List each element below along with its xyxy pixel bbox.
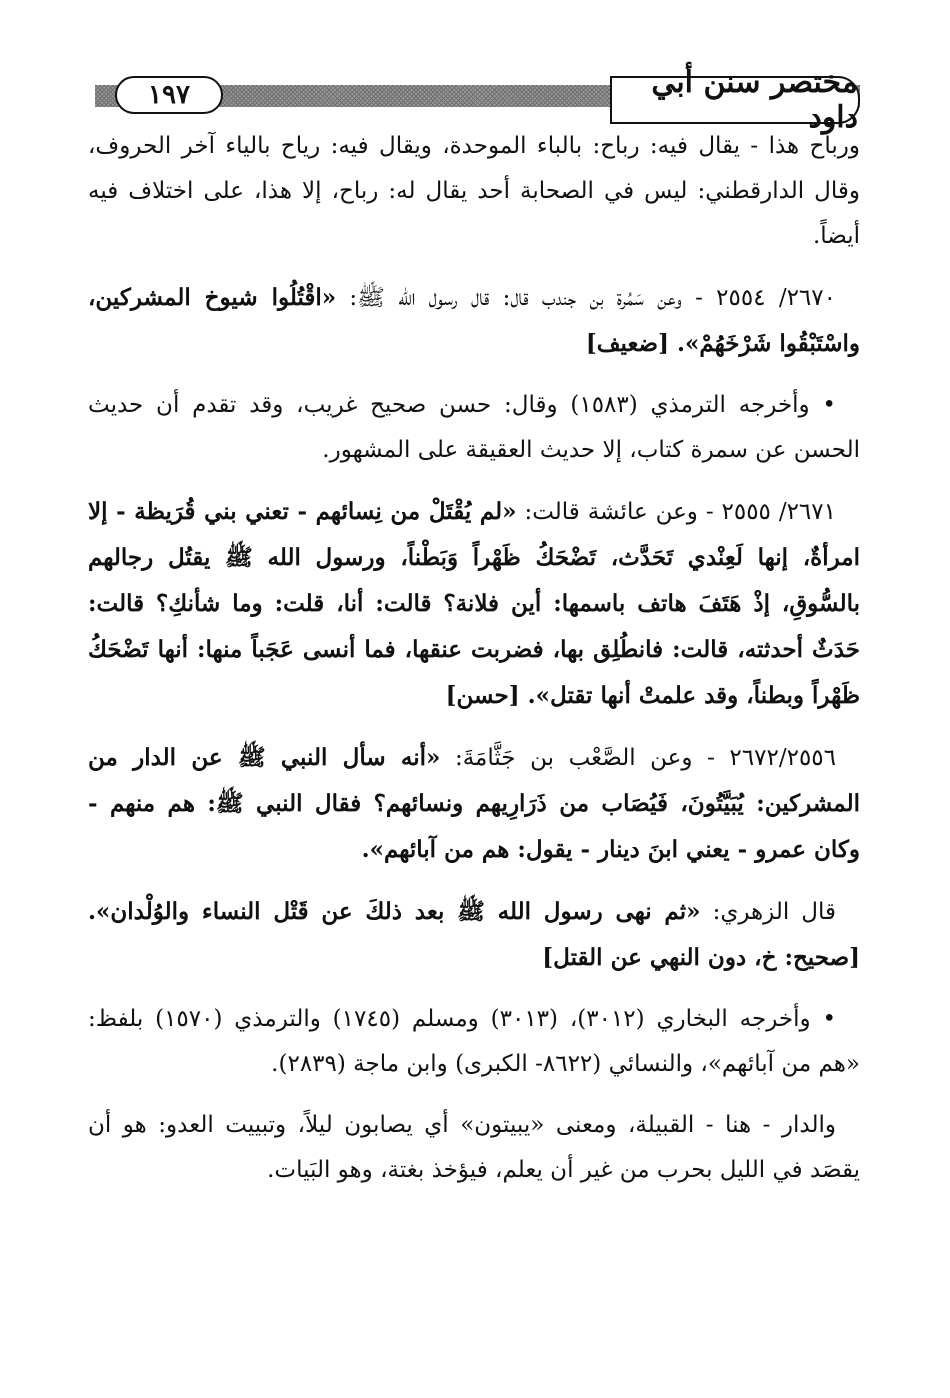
body-text: ٢٦٧٢/٢٥٥٦ - وعن الصَّعْب بن جَثَّامَةَ: <box>440 745 836 771</box>
body-text: قال الزهري: <box>700 899 837 925</box>
hadith-text: «لم يُقْتَلْ من نِسائهم - تعني بني قُرَيظة - إلا امرأةٌ، إنها لَعِنْدي تَحَدَّث، تَضْحَكُ ظَهْراً وَبَطْناً، ورسول الله ﷺ يقتُل رجالهم بالسُّوقِ، إذْ هَتَفَ هاتف باسمها: أين فلانة؟ قالت: أنا، قلت: وما شأنكِ؟ قالت: حَدَثٌ أحدثته، قالت: فانطُلِق بها، فضربت عنقها، فما أنسى عَجَباً منها: أنها تَضْحَكُ ظَهْراً وبطناً، وقد علمتْ أنها تقتل». [حسن] <box>88 498 860 709</box>
paragraph <box>88 383 860 473</box>
paragraph <box>88 889 860 981</box>
page-body <box>88 124 860 1209</box>
hadith-text: «أنه سأل النبي ﷺ عن الدار من المشركين: يُبَيَّتُونَ، فَيُصَاب من ذَرَارِيهم ونسائهم؟ فقال النبي ﷺ: هم منهم - وكان عمرو - يعني ابنَ دينار - يقول: هم من آبائهم». <box>88 744 860 863</box>
page-number: ١٩٧ <box>115 76 223 114</box>
paragraph <box>88 997 860 1087</box>
body-text: ٢٦٧٠/ ٢٥٥٤ - وعن سَمُرة بن جندب قال: قال رسول الله ﷺ: <box>336 285 836 311</box>
body-text: ورباح هذا - يقال فيه: رباح: بالباء الموحدة، ويقال فيه: رياح بالياء آخر الحروف، وقال الدارقطني: ليس في الصحابة أحد يقال له: رباح، إلا هذا، على اختلاف فيه أيضاً. <box>88 133 860 249</box>
body-text: • وأخرجه الترمذي (١٥٨٣) وقال: حسن صحيح غريب، وقد تقدم أن حديث الحسن عن سمرة كتاب، إلا حديث العقيقة على المشهور. <box>88 392 860 463</box>
paragraph <box>88 735 860 873</box>
paragraph <box>88 124 860 259</box>
paragraph <box>88 489 860 719</box>
body-text: ٢٦٧١/ ٢٥٥٥ - وعن عائشة قالت: <box>516 499 836 525</box>
paragraph <box>88 1103 860 1193</box>
body-text: • وأخرجه البخاري (٣٠١٢)، (٣٠١٣) ومسلم (١٧٤٥) والترمذي (١٥٧٠) بلفظ: «هم من آبائهم»، والنسائي (٨٦٢٢- الكبرى) وابن ماجة (٢٨٣٩). <box>88 1006 860 1077</box>
paragraph <box>88 275 860 367</box>
page-header <box>95 65 860 135</box>
body-text: والدار - هنا - القبيلة، ومعنى «يبيتون» أي يصابون ليلاً، وتبييت العدو: هو أن يقصَد في الليل بحرب من غير أن يعلم، فيؤخذ بغتة، وهو البَيات. <box>88 1112 860 1183</box>
book-title: مختصر سنن أبي داود <box>610 76 860 124</box>
hadith-text: «اقْتُلُوا شيوخ المشركين، واسْتَبْقُوا شَرْخَهُمْ». [ضعيف] <box>88 284 860 357</box>
hadith-text: «ثم نهى رسول الله ﷺ بعد ذلكَ عن قَتْل النساء والوُلْدان». [صحيح: خ، دون النهي عن القتل] <box>88 898 860 971</box>
